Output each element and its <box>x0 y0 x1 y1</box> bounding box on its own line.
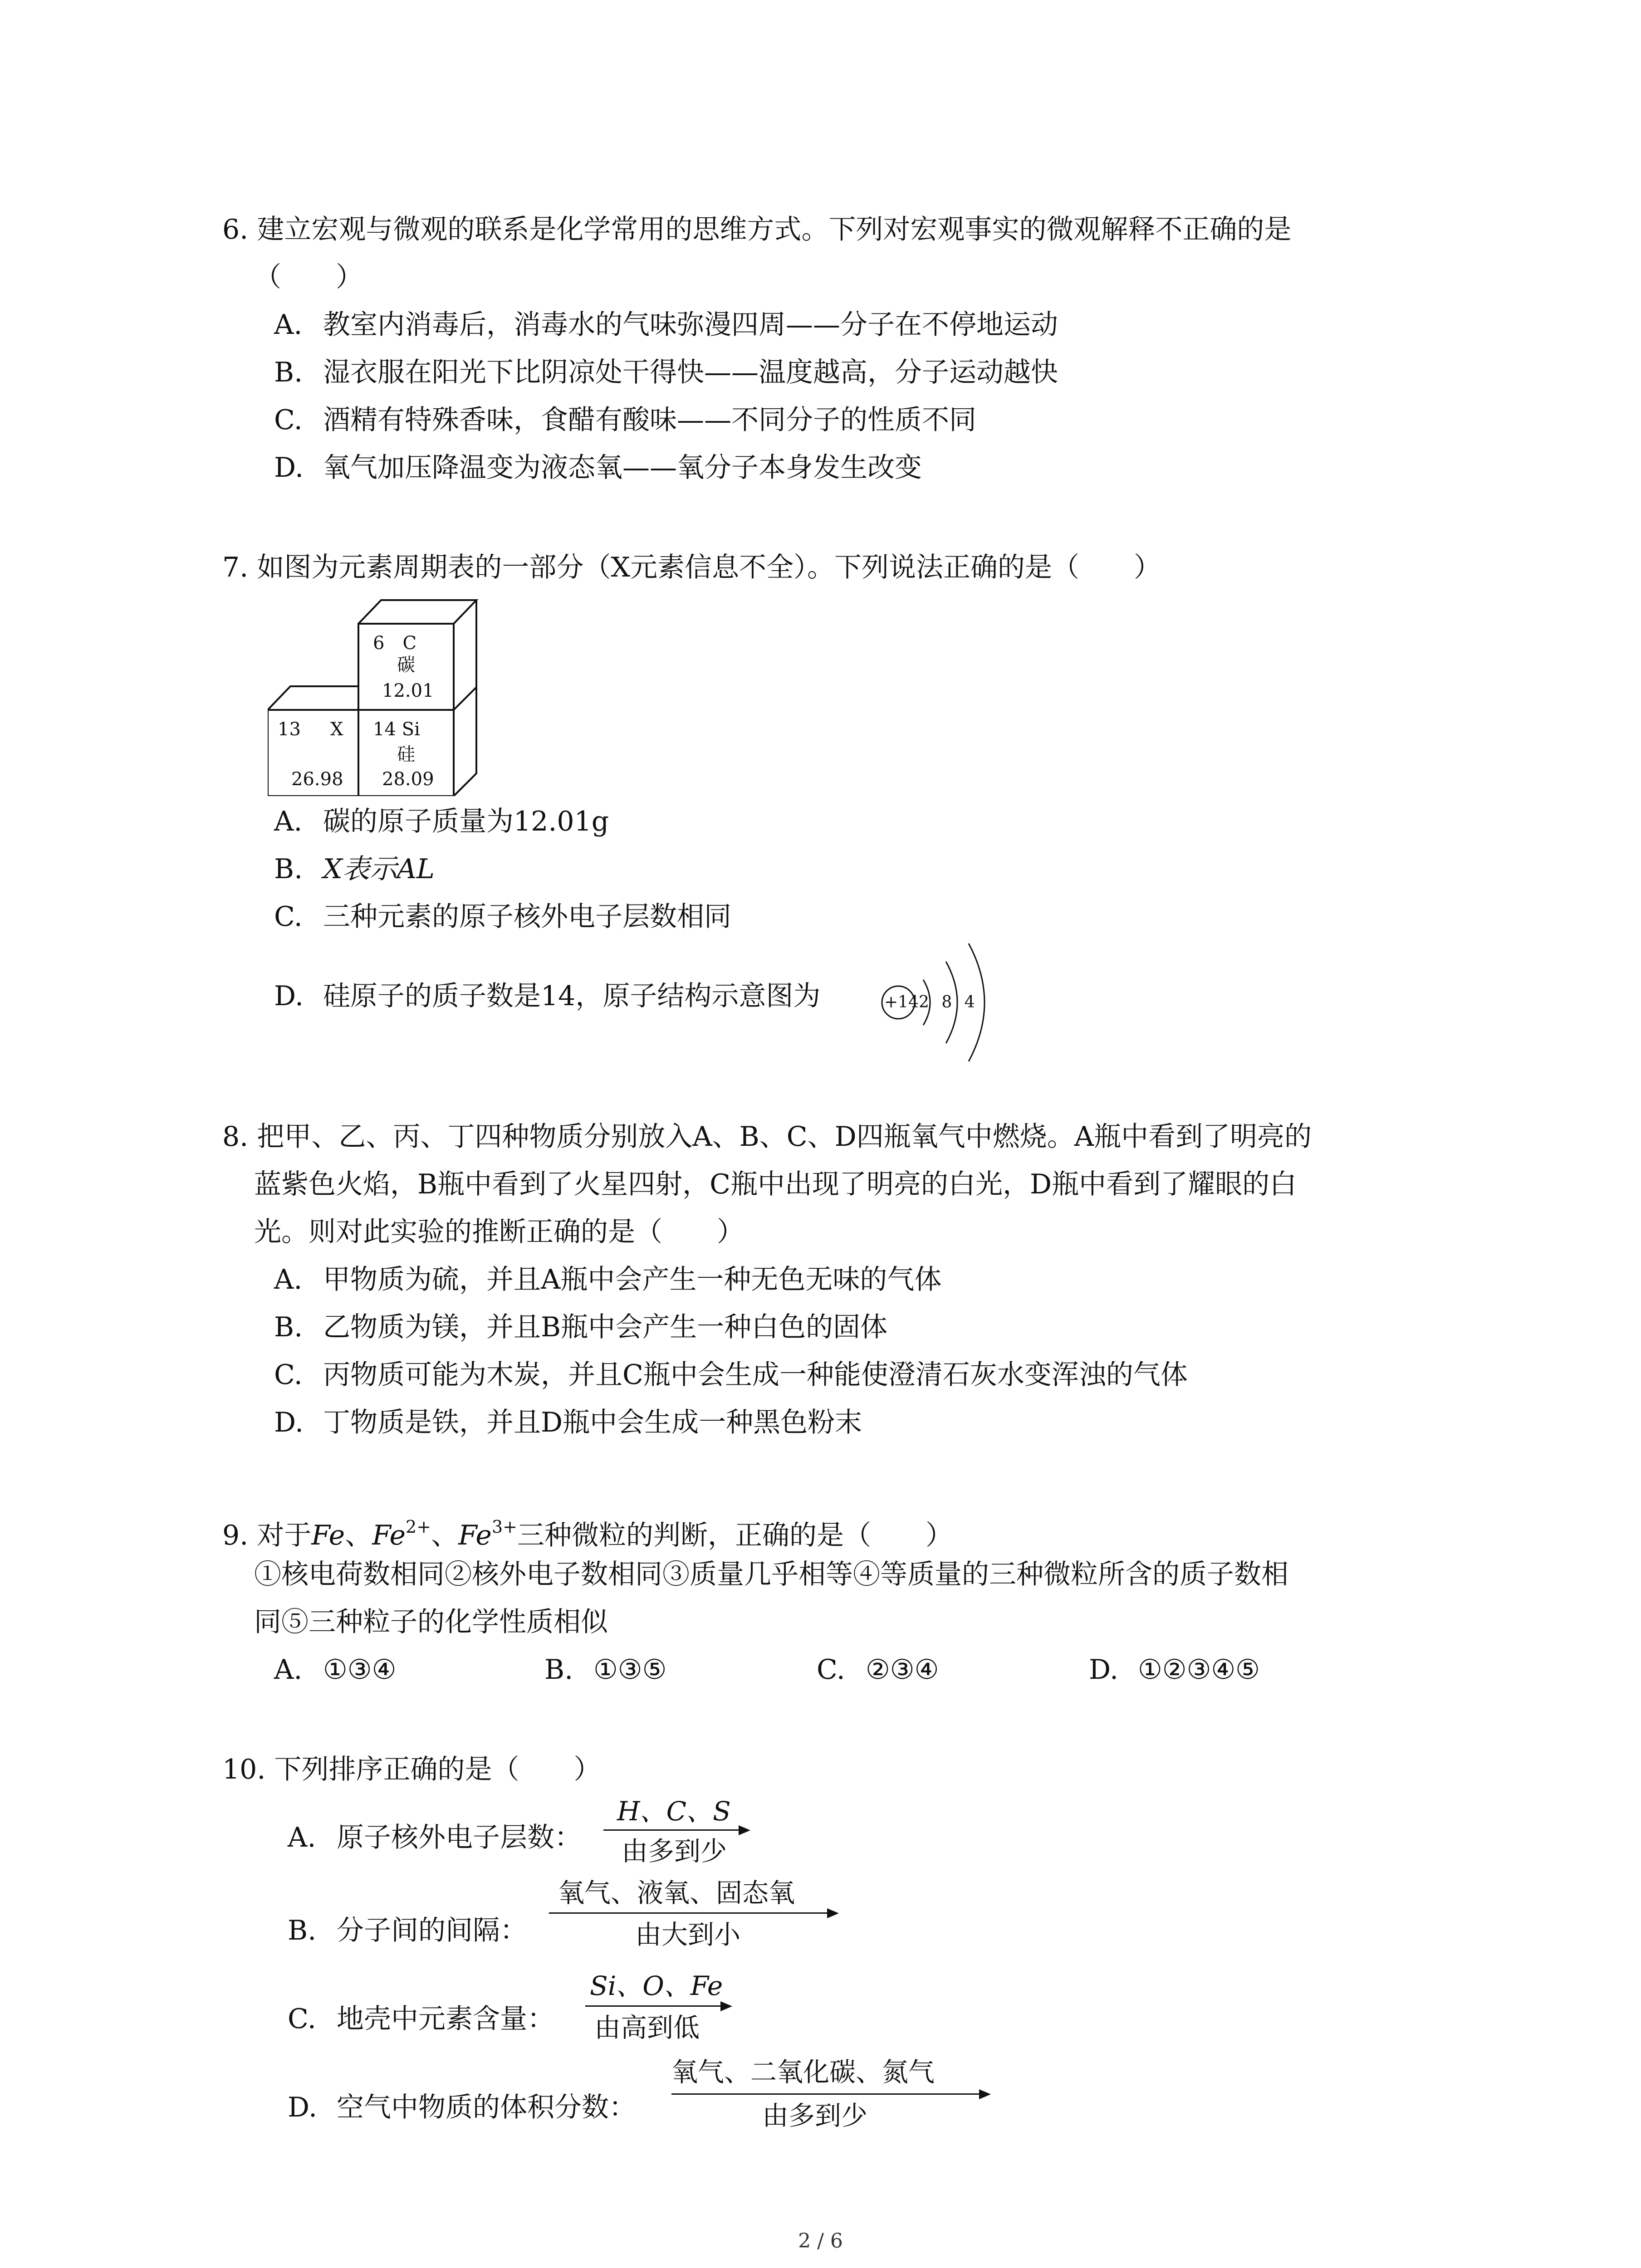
q8-option-b: B. 乙物质为镁，并且B瓶中会产生一种白色的固体 <box>274 1311 888 1343</box>
q10-option-b-top: 氧气、液氧、固态氧 <box>558 1877 795 1908</box>
q7-stem: 7. 如图为元素周期表的一部分（X元素信息不全）。下列说法正确的是（ ） <box>222 552 1161 583</box>
q8-option-c: C. 丙物质可能为木炭，并且C瓶中会生成一种能使澄清石灰水变浑浊的气体 <box>274 1359 1188 1391</box>
q6-stem-line1: 6. 建立宏观与微观的联系是化学常用的思维方式。下列对宏观事实的微观解释不正确的是 <box>222 214 1292 245</box>
q6-option-b: B. 湿衣服在阳光下比阴凉处干得快——温度越高，分子运动越快 <box>274 357 1058 388</box>
q10-option-c-arrow <box>585 1971 744 2048</box>
periodic-table-cubes <box>268 596 481 796</box>
q9-option-a: A. ①③④ <box>274 1654 397 1686</box>
q9-stem-line3: 同⑤三种粒子的化学性质相似 <box>254 1606 608 1638</box>
q10-option-d-top: 氧气、二氧化碳、氮气 <box>671 2057 935 2087</box>
silicon-number-symbol: 14 Si <box>373 719 420 740</box>
q7-option-d: D. 硅原子的质子数是14，原子结构示意图为 <box>274 980 821 1012</box>
silicon-atom-diagram <box>873 934 1009 1070</box>
q10-option-a-arrow <box>603 1796 753 1869</box>
q8-option-d: D. 丁物质是铁，并且D瓶中会生成一种黑色粉末 <box>274 1407 862 1438</box>
q6-stem-line2: （ ） <box>254 261 363 293</box>
q8-stem-line2: 蓝紫色火焰，B瓶中看到了火星四射，C瓶中出现了明亮的白光，D瓶中看到了耀眼的白 <box>254 1168 1297 1200</box>
q9-option-d: D. ①②③④⑤ <box>1089 1654 1260 1686</box>
q10-option-a-bottom: 由多到少 <box>622 1836 727 1867</box>
silicon-mass: 28.09 <box>382 769 434 790</box>
carbon-mass: 12.01 <box>382 680 434 701</box>
q8-stem-line3: 光。则对此实验的推断正确的是（ ） <box>254 1216 744 1248</box>
q10-option-d-arrow-head <box>979 2089 991 2099</box>
q10-option-b-arrow-line <box>549 1912 828 1914</box>
q9-option-b: B. ①③⑤ <box>544 1654 667 1686</box>
q10-option-b-arrow-head <box>827 1908 839 1918</box>
q6-option-d: D. 氧气加压降温变为液态氧——氧分子本身发生改变 <box>274 452 922 484</box>
q10-option-c-top: Si、O、Fe <box>590 1970 723 2001</box>
q7-option-c: C. 三种元素的原子核外电子层数相同 <box>274 901 731 933</box>
q10-option-c-bottom: 由高到低 <box>594 2012 700 2043</box>
silicon-name: 硅 <box>397 744 415 765</box>
q10-option-a-top: H、C、S <box>617 1796 731 1827</box>
q10-option-d-bottom: 由多到少 <box>762 2100 868 2131</box>
q10-option-c-arrow-head <box>720 2001 732 2011</box>
q8-option-a: A. 甲物质为硫，并且A瓶中会产生一种无色无味的气体 <box>274 1264 942 1295</box>
q10-option-d-arrow <box>671 2057 998 2139</box>
atom-shell-electrons: 2 8 4 <box>919 993 979 1012</box>
carbon-number-symbol: 6 C <box>373 633 417 654</box>
q10-option-b: B. 分子间的间隔： <box>288 1915 527 1946</box>
q7-option-a: A. 碳的原子质量为12.01g <box>274 806 609 837</box>
q7-option-b: B. X表示AL <box>274 853 435 885</box>
q8-stem-line1: 8. 把甲、乙、丙、丁四种物质分别放入A、B、C、D四瓶氧气中燃烧。A瓶中看到了明亮的 <box>222 1121 1312 1153</box>
x-symbol: X <box>330 719 343 740</box>
q6-option-c: C. 酒精有特殊香味，食醋有酸味——不同分子的性质不同 <box>274 404 976 436</box>
q10-option-a: A. 原子核外电子层数： <box>288 1822 582 1853</box>
q10-option-d-arrow-line <box>671 2093 980 2095</box>
q10-option-b-arrow <box>549 1878 844 1955</box>
q10-option-a-arrow-line <box>603 1829 740 1831</box>
q10-stem: 10. 下列排序正确的是（ ） <box>222 1754 601 1785</box>
q10-option-b-bottom: 由大到小 <box>635 1919 741 1950</box>
cubes-outline <box>268 596 481 796</box>
q9-stem-line1: 9. 对于Fe、$Fe^{2+}$、$Fe^{3+}$三种微粒的判断，正确的是（ ） <box>222 1517 953 1551</box>
carbon-name: 碳 <box>397 655 415 675</box>
q10-option-c-arrow-line <box>585 2005 721 2007</box>
atom-nucleus: +14 <box>884 993 919 1012</box>
x-number: 13 <box>278 719 301 740</box>
q6-option-a: A. 教室内消毒后，消毒水的气味弥漫四周——分子在不停地运动 <box>274 309 1058 341</box>
x-mass: 26.98 <box>291 769 343 790</box>
q9-stem-line2: ①核电荷数相同②核外电子数相同③质量几乎相等④等质量的三种微粒所含的质子数相 <box>254 1559 1288 1590</box>
q10-option-a-arrow-head <box>739 1825 750 1835</box>
q9-option-c: C. ②③④ <box>817 1654 939 1686</box>
page-number: 2 / 6 <box>798 2229 843 2253</box>
q10-option-c: C. 地壳中元素含量： <box>288 2003 554 2035</box>
q10-option-d: D. 空气中物质的体积分数： <box>288 2092 636 2123</box>
